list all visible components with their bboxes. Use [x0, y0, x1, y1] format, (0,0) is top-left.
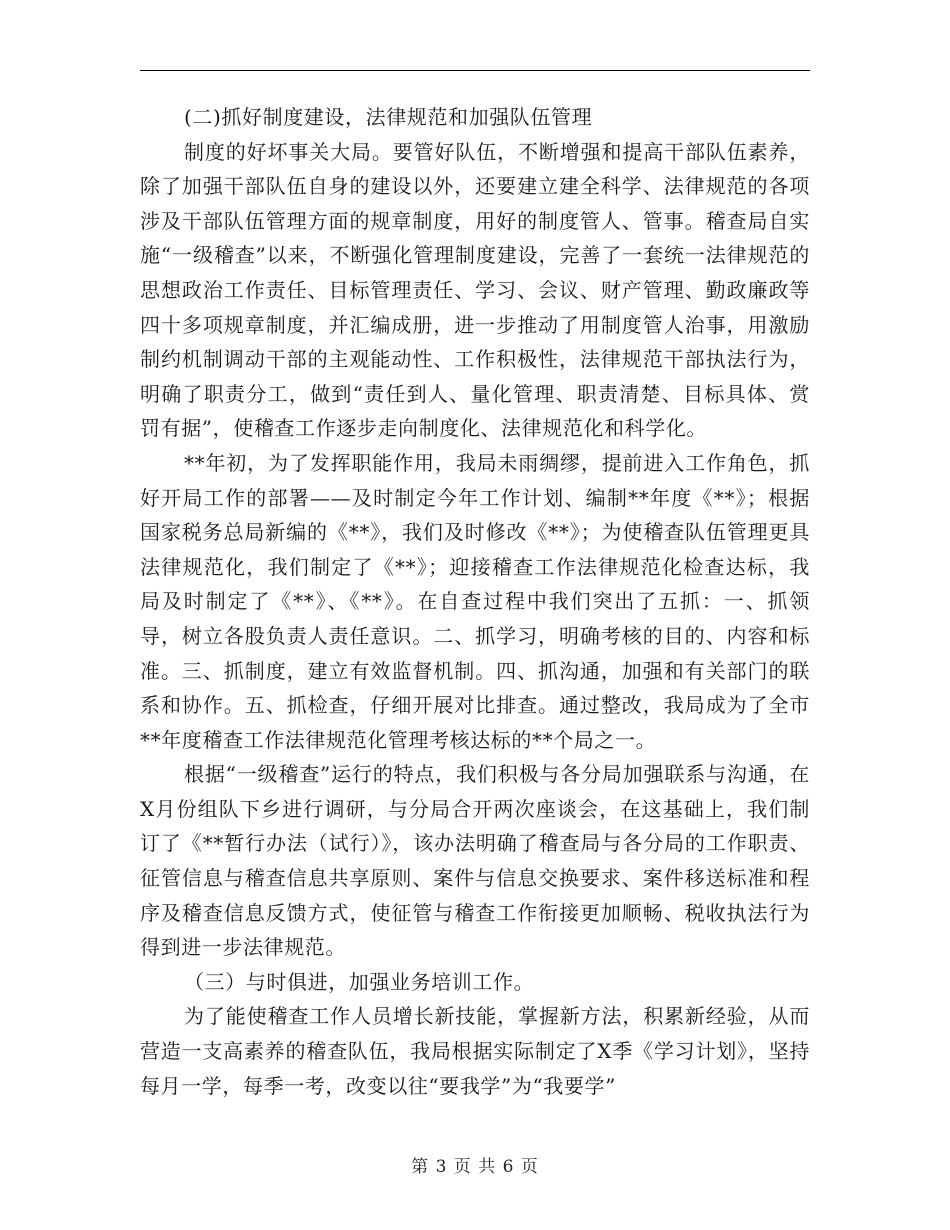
paragraph: 制度的好坏事关大局。要管好队伍，不断增强和提高干部队伍素养，除了加强干部队伍自身的建设以外，还要建立建全科学、法律规范的各项涉及干部队伍管理方面的规章制度，用好的制度管人、管事。稽查局自实施“一级稽查”以来，不断强化管理制度建设，完善了一套统一法律规范的思想政治工作责任、目标管理责任、学习、会议、财产管理、勤政廉政等四十多项规章制度，并汇编成册，进一步推动了用制度管人治事，用激励制约机制调动干部的主观能动性、工作积极性，法律规范干部执法行为，明确了职责分工，做到“责任到人、量化管理、职责清楚、目标具体、赏罚有据”，使稽查工作逐步走向制度化、法律规范化和科学化。	[140, 139, 810, 441]
paragraph: 根据“一级稽查”运行的特点，我们积极与各分局加强联系与沟通，在X月份组队下乡进行调研，与分局合开两次座谈会，在这基础上，我们制订了《**暂行办法（试行）》，该办法明确了稽查局与各分局的工作职责、征管信息与稽查信息共享原则、案件与信息交换要求、案件移送标准和程序及稽查信息反馈方式，使征管与稽查工作衔接更加顺畅、税收执法行为得到进一步法律规范。	[140, 762, 810, 960]
paragraph: **年初，为了发挥职能作用，我局未雨绸缪，提前进入工作角色，抓好开局工作的部署——及时制定今年工作计划、编制**年度《**》；根据国家税务总局新编的《**》，我们及时修改《**》；为使稽查队伍管理更具法律规范化，我们制定了《**》；迎接稽查工作法律规范化检查达标，我局及时制定了《**》、《**》。在自查过程中我们突出了五抓：一、抓领导，树立各股负责人责任意识。二、抓学习，明确考核的目的、内容和标准。三、抓制度，建立有效监督机制。四、抓沟通，加强和有关部门的联系和协作。五、抓检查，仔细开展对比排查。通过整改，我局成为了全市**年度稽查工作法律规范化管理考核达标的**个局之一。	[140, 450, 810, 752]
paragraph: 为了能使稽查工作人员增长新技能，掌握新方法，积累新经验，从而营造一支高素养的稽查队伍，我局根据实际制定了X季《学习计划》，坚持每月一学，每季一考，改变以往“要我学”为“我要学”	[140, 1004, 810, 1098]
section-heading: (二)抓好制度建设，法律规范和加强队伍管理	[184, 105, 593, 129]
page-number: 第 3 页 共 6 页	[411, 1157, 539, 1177]
header-rule	[140, 70, 810, 71]
document-body	[140, 100, 810, 1103]
section-heading: （三）与时俱进，加强业务培训工作。	[184, 969, 535, 994]
